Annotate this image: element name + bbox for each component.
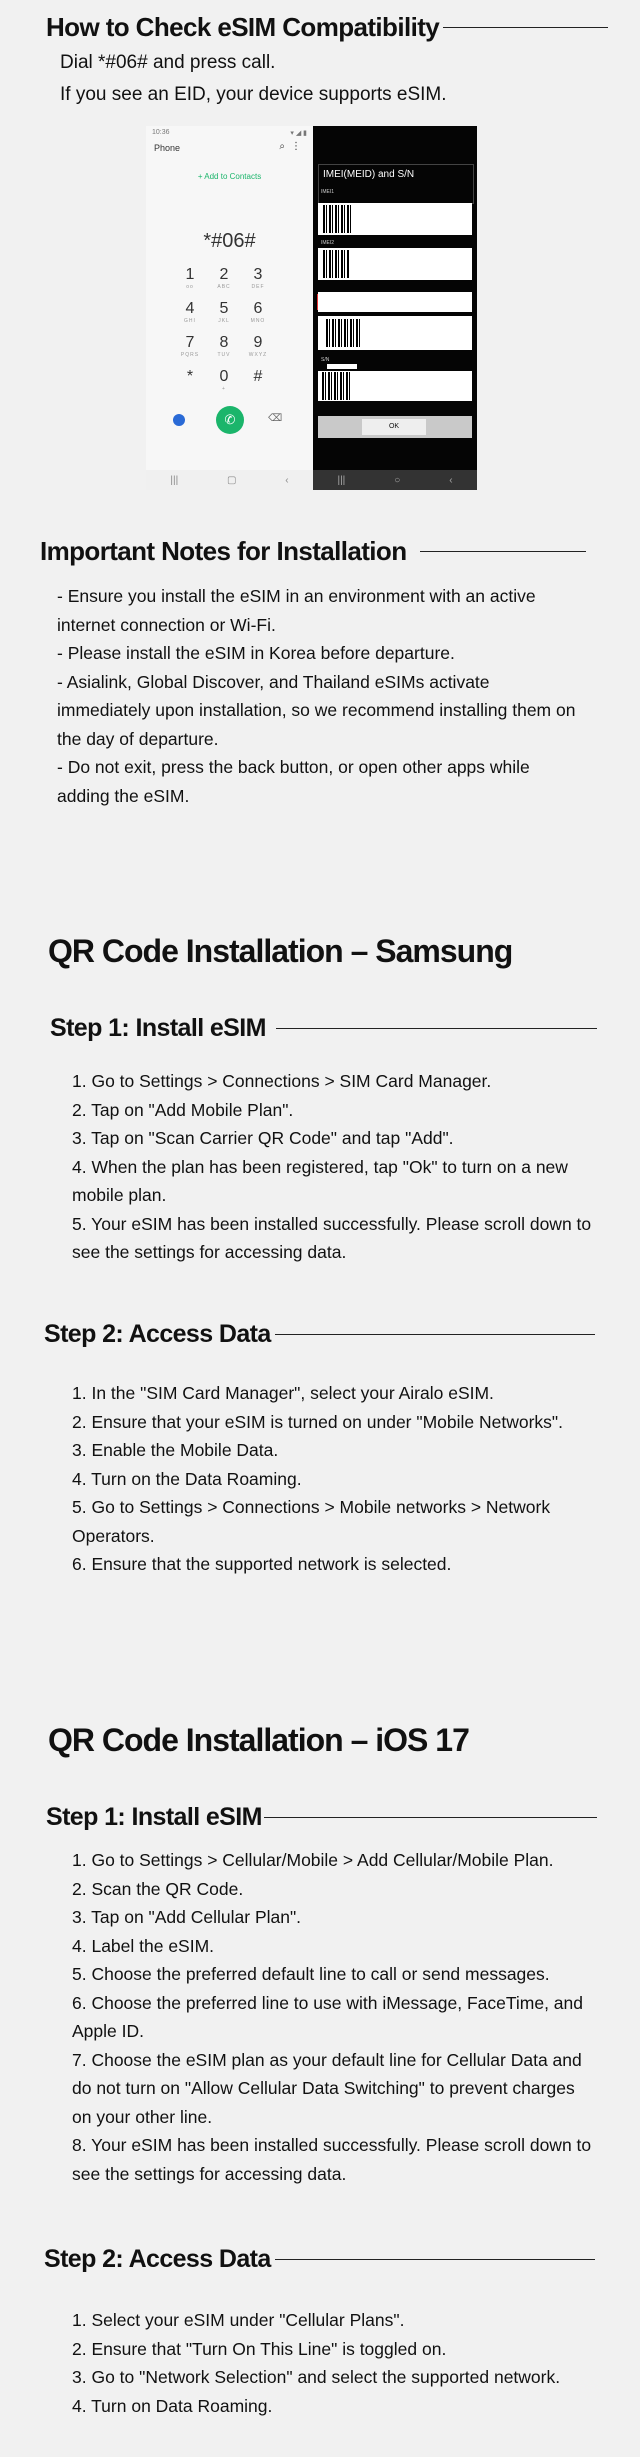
dial-key-digit: 4 bbox=[185, 300, 195, 317]
notes-text bbox=[57, 582, 627, 810]
sn-value bbox=[327, 364, 357, 369]
text-line: 1. Go to Settings > Connections > SIM Card Manager. bbox=[72, 1071, 492, 1091]
text-line: Apple ID. bbox=[72, 2021, 144, 2041]
dialog-title-box bbox=[318, 164, 474, 204]
text-line: immediately upon installation, so we recommend installing them on bbox=[57, 700, 576, 720]
ok-button[interactable]: OK bbox=[362, 419, 426, 435]
text-line: 1. In the "SIM Card Manager", select your Airalo eSIM. bbox=[72, 1383, 494, 1403]
text-line: adding the eSIM. bbox=[57, 785, 190, 806]
title-rule bbox=[275, 1334, 595, 1335]
status-icons: ▾ ◢ ▮ bbox=[290, 130, 307, 137]
dialed-number: *#06# bbox=[203, 230, 256, 252]
recents-icon[interactable]: ||| bbox=[170, 474, 179, 486]
label-sn: S/N bbox=[321, 357, 330, 363]
dial-key-letters: MNO bbox=[250, 318, 266, 324]
dial-key[interactable] bbox=[240, 300, 276, 324]
imei1-barcode bbox=[318, 203, 472, 235]
phone-screenshot bbox=[146, 126, 477, 490]
title-rule bbox=[420, 551, 586, 552]
text-line: - Ensure you install the eSIM in an environment with an active bbox=[57, 586, 536, 606]
imei2-barcode bbox=[318, 248, 472, 280]
dial-key-digit: 0 bbox=[219, 368, 229, 385]
text-line: on your other line. bbox=[72, 2106, 213, 2127]
text-line: - Asialink, Global Discover, and Thailand eSIMs activate bbox=[57, 671, 490, 692]
dial-key-letters: PQRS bbox=[180, 352, 200, 358]
dial-key[interactable] bbox=[206, 300, 242, 324]
dialer-screen bbox=[146, 126, 313, 490]
dial-key[interactable] bbox=[240, 368, 276, 386]
dial-key-letters: GHI bbox=[184, 318, 196, 324]
back-icon[interactable]: ‹ bbox=[449, 474, 453, 486]
text-line: Dial *#06# and press call. bbox=[60, 52, 276, 73]
text-line: 3. Enable the Mobile Data. bbox=[72, 1440, 279, 1460]
dial-key-digit: 8 bbox=[219, 334, 229, 351]
nav-bar-dark bbox=[313, 470, 477, 490]
compat-text bbox=[60, 47, 620, 111]
text-line: 2. Scan the QR Code. bbox=[72, 1878, 244, 1899]
home-icon[interactable]: ○ bbox=[394, 474, 401, 486]
text-line: 3. Tap on "Scan Carrier QR Code" and tap "Add". bbox=[72, 1128, 454, 1148]
dial-key-letters: DEF bbox=[251, 284, 265, 290]
recents-icon[interactable]: ||| bbox=[337, 474, 346, 486]
text-line: 6. Choose the preferred line to use with iMessage, FaceTime, and bbox=[72, 1992, 584, 2013]
samsung-step2-text bbox=[72, 1379, 632, 1579]
text-line: Operators. bbox=[72, 1525, 155, 1546]
notes-title: Important Notes for Installation bbox=[40, 534, 586, 568]
text-line: mobile plan. bbox=[72, 1185, 167, 1205]
ios-step1-text bbox=[72, 1846, 632, 2188]
text-line: If you see an EID, your device supports eSIM. bbox=[60, 84, 447, 105]
text-line: see the settings for accessing data. bbox=[72, 2163, 347, 2184]
text-line: 2. Tap on "Add Mobile Plan". bbox=[72, 1099, 294, 1120]
eid-field bbox=[318, 292, 472, 312]
call-button[interactable]: ✆ bbox=[216, 406, 244, 434]
text-line: 4. Label the eSIM. bbox=[72, 1935, 215, 1956]
eid-barcode bbox=[318, 316, 472, 350]
more-icon[interactable]: ⋮ bbox=[291, 141, 301, 152]
dial-key-digit: # bbox=[253, 368, 263, 385]
text-line: 2. Ensure that your eSIM is turned on under "Mobile Networks". bbox=[72, 1411, 563, 1432]
samsung-step2-title: Step 2: Access Data bbox=[44, 1317, 595, 1351]
dial-key[interactable] bbox=[172, 334, 208, 358]
text-line: 5. Choose the preferred default line to call or send messages. bbox=[72, 1964, 550, 1984]
text-line: 6. Ensure that the supported network is selected. bbox=[72, 1554, 452, 1574]
text-line: do not turn on "Allow Cellular Data Switching" to prevent charges bbox=[72, 2078, 575, 2098]
label-imei1: IMEI1 bbox=[321, 189, 335, 195]
dial-key-letters: oo bbox=[186, 284, 194, 290]
nav-bar bbox=[146, 470, 313, 490]
ios-step2-title: Step 2: Access Data bbox=[44, 2242, 595, 2276]
status-time: 10:36 bbox=[152, 129, 170, 136]
text-line: the day of departure. bbox=[57, 728, 219, 749]
dial-key-letters: ABC bbox=[217, 284, 231, 290]
search-icon[interactable]: ⌕ bbox=[279, 141, 285, 152]
text-line: 3. Go to "Network Selection" and select the supported network. bbox=[72, 2367, 561, 2387]
text-line: 2. Ensure that "Turn On This Line" is toggled on. bbox=[72, 2338, 447, 2359]
text-line: - Do not exit, press the back button, or open other apps while bbox=[57, 757, 530, 777]
add-contacts-link[interactable]: + Add to Contacts bbox=[197, 172, 262, 181]
dial-key-digit: 3 bbox=[253, 266, 263, 283]
dial-key-letters: JKL bbox=[218, 318, 230, 324]
compat-title: How to Check eSIM Compatibility bbox=[46, 10, 608, 44]
dial-key-digit: 1 bbox=[185, 266, 195, 283]
back-icon[interactable]: ‹ bbox=[285, 474, 289, 486]
text-line: 8. Your eSIM has been installed successfully. Please scroll down to bbox=[72, 2135, 592, 2155]
dial-key-digit: 6 bbox=[253, 300, 263, 317]
text-line: internet connection or Wi-Fi. bbox=[57, 614, 276, 635]
text-line: 7. Choose the eSIM plan as your default line for Cellular Data and bbox=[72, 2049, 582, 2070]
title-rule bbox=[276, 1028, 597, 1029]
dial-key-digit: 5 bbox=[219, 300, 229, 317]
imei-dialog bbox=[313, 126, 477, 490]
dial-key[interactable] bbox=[240, 334, 276, 358]
text-line: 4. Turn on the Data Roaming. bbox=[72, 1468, 302, 1489]
dial-key-digit: 9 bbox=[253, 334, 263, 351]
dial-key[interactable] bbox=[206, 334, 242, 358]
ios-title: QR Code Installation – iOS 17 bbox=[48, 1722, 469, 1758]
samsung-step1-text bbox=[72, 1067, 632, 1267]
dial-key[interactable] bbox=[172, 266, 208, 290]
text-line: - Please install the eSIM in Korea before departure. bbox=[57, 643, 455, 663]
dial-key-letters: + bbox=[222, 386, 226, 392]
dial-key[interactable] bbox=[172, 368, 208, 386]
text-line: see the settings for accessing data. bbox=[72, 1242, 347, 1262]
dial-key[interactable] bbox=[240, 266, 276, 290]
text-line: 1. Select your eSIM under "Cellular Plans". bbox=[72, 2310, 405, 2330]
dial-key[interactable] bbox=[206, 368, 242, 392]
text-line: 3. Tap on "Add Cellular Plan". bbox=[72, 1907, 302, 1927]
text-line: 5. Go to Settings > Connections > Mobile networks > Network bbox=[72, 1497, 551, 1517]
text-line: 1. Go to Settings > Cellular/Mobile > Add Cellular/Mobile Plan. bbox=[72, 1850, 554, 1870]
sn-barcode bbox=[318, 371, 472, 401]
ios-step2-text bbox=[72, 2306, 632, 2420]
label-imei2: IMEI2 bbox=[321, 240, 335, 246]
ios-step1-title: Step 1: Install eSIM bbox=[46, 1800, 597, 1834]
dial-key-digit: 2 bbox=[219, 266, 229, 283]
title-rule bbox=[275, 2259, 595, 2260]
dial-key-letters: TUV bbox=[217, 352, 231, 358]
backspace-icon[interactable]: ⌫ bbox=[268, 413, 283, 424]
video-call-icon[interactable] bbox=[173, 414, 185, 426]
samsung-step1-title: Step 1: Install eSIM bbox=[50, 1011, 597, 1045]
dial-key[interactable] bbox=[172, 300, 208, 324]
dialog-title: IMEI(MEID) and S/N bbox=[323, 169, 415, 180]
title-rule bbox=[264, 1817, 597, 1818]
text-line: 4. When the plan has been registered, tap "Ok" to turn on a new bbox=[72, 1156, 568, 1177]
samsung-title: QR Code Installation – Samsung bbox=[48, 933, 513, 969]
app-name: Phone bbox=[154, 143, 181, 153]
ok-bar bbox=[318, 416, 472, 438]
dial-key-digit: * bbox=[186, 368, 194, 385]
text-line: 4. Turn on Data Roaming. bbox=[72, 2395, 273, 2416]
home-icon[interactable]: ▢ bbox=[226, 474, 237, 486]
dial-key-letters: WXYZ bbox=[248, 352, 268, 358]
title-rule bbox=[443, 27, 608, 28]
text-line: 5. Your eSIM has been installed successfully. Please scroll down to bbox=[72, 1213, 592, 1234]
dial-key-digit: 7 bbox=[185, 334, 195, 351]
dial-key[interactable] bbox=[206, 266, 242, 290]
